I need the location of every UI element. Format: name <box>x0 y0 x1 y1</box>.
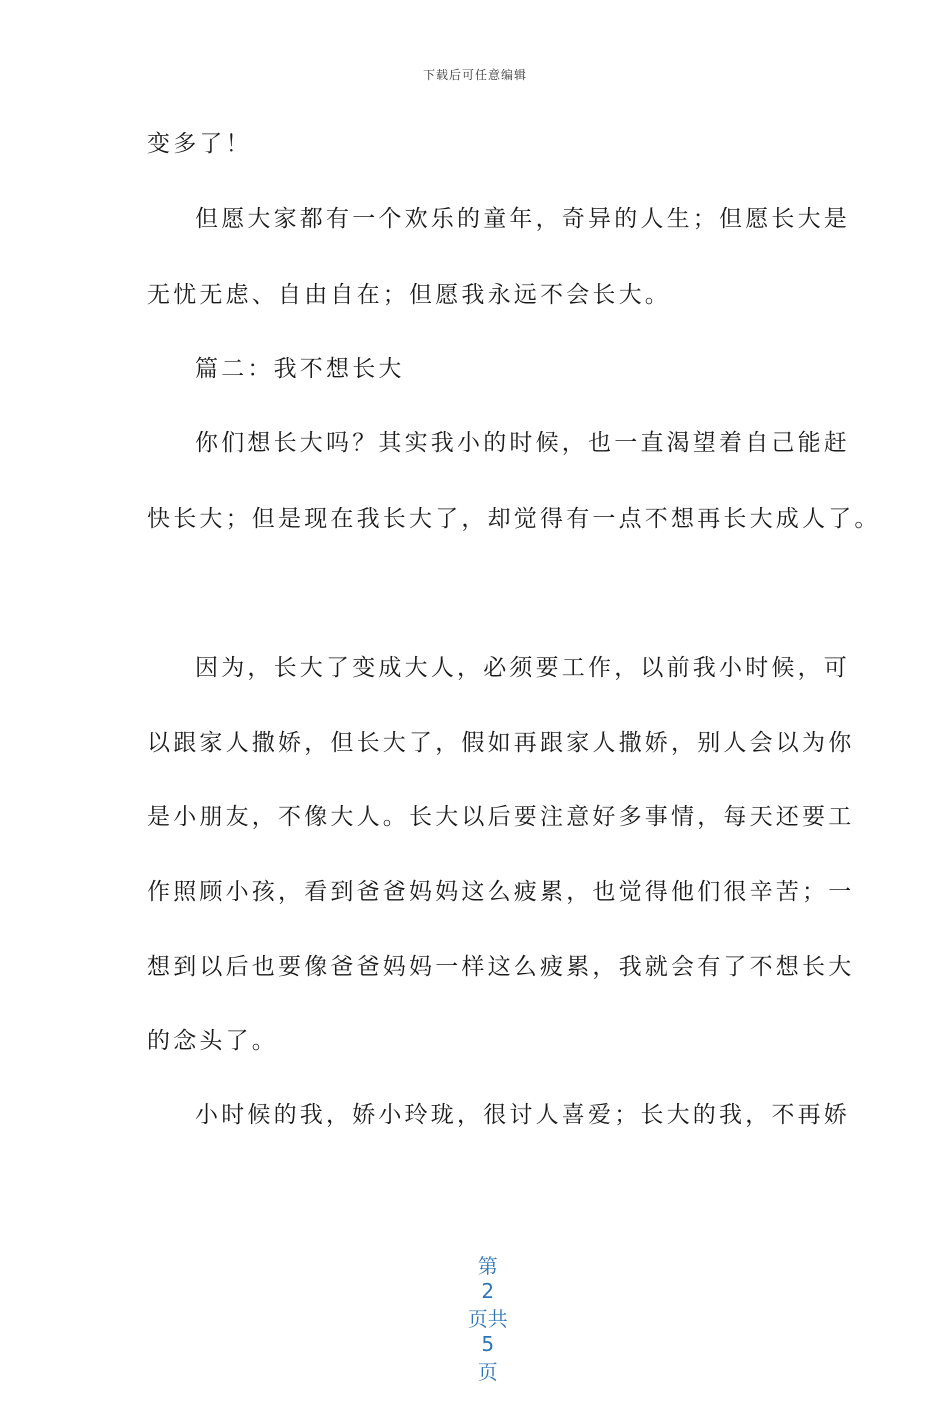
footer-suffix: 页 <box>477 1360 498 1384</box>
paragraph-first-line: 因为，长大了变成大人，必须要工作，以前我小时候，可 <box>195 655 850 681</box>
header-note: 下载后可任意编辑 <box>422 68 527 82</box>
paragraph-first-line: 你们想长大吗？其实我小的时候，也一直渴望着自己能赶 <box>195 430 850 456</box>
text-line: 作照顾小孩，看到爸爸妈妈这么疲累，也觉得他们很辛苦；一 <box>147 879 855 905</box>
footer-page-total: 5 <box>481 1332 495 1356</box>
section-heading: 篇二：我不想长大 <box>195 356 405 382</box>
text-line: 想到以后也要像爸爸妈妈一样这么疲累，我就会有了不想长大 <box>147 954 855 980</box>
text-line: 变多了！ <box>147 131 252 157</box>
footer-middle: 页共 <box>467 1307 508 1331</box>
text-line: 以跟家人撒娇，但长大了，假如再跟家人撒娇，别人会以为你 <box>147 730 855 756</box>
text-line: 快长大；但是现在我长大了，却觉得有一点不想再长大成人了。 <box>147 506 881 532</box>
text-line: 是小朋友，不像大人。长大以后要注意好多事情，每天还要工 <box>147 804 855 830</box>
paragraph-first-line: 小时候的我，娇小玲珑，很讨人喜爱；长大的我，不再娇 <box>195 1102 850 1128</box>
page-footer <box>0 1226 950 1409</box>
text-line: 无忧无虑、自由自在；但愿我永远不会长大。 <box>147 282 671 308</box>
footer-page-current: 2 <box>481 1279 495 1303</box>
footer-prefix: 第 <box>477 1254 498 1278</box>
text-line: 的念头了。 <box>147 1028 278 1054</box>
paragraph-first-line: 但愿大家都有一个欢乐的童年，奇异的人生；但愿长大是 <box>195 206 850 232</box>
